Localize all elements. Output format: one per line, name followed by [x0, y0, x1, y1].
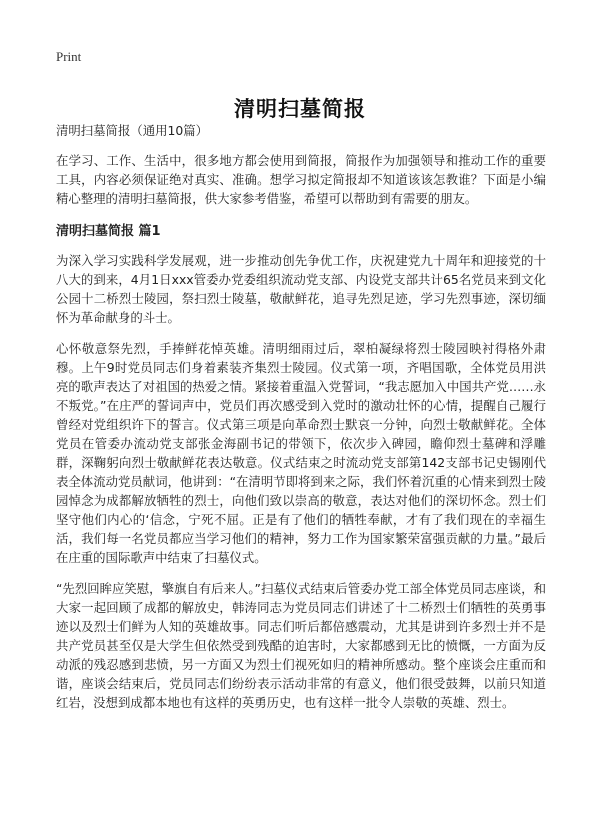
print-link[interactable]: Print — [56, 49, 82, 64]
body-paragraph-3: “先烈回眸应笑慰，擎旗自有后来人。”扫墓仪式结束后管委办党工部全体党员同志座谈，和大家一起回顾了成都的解放史，韩涛同志为党员同志们讲述了十二桥烈士们牺牲的英勇事迹以及烈士们鲜为人知的英雄故事。同志们听后都倍感震动，尤其是讲到许多烈士并不是共产党员甚至仅是大学生但依然受到残酷的迫害时，大家都感到无比的愤慨，一方面为反动派的残忍感到悲愤，另一方面又为烈士们视死如归的精神所感动。整个座谈会庄重而和谐，座谈会结束后，党员同志们纷纷表示活动非常的有意义，他们很受鼓舞，以前只知道红岩，没想到成都本地也有这样的英勇历史，也有这样一批令人崇敬的英雄、烈士。 — [56, 581, 546, 710]
section-heading: 清明扫墓简报 篇1 — [56, 224, 161, 239]
document-body — [56, 121, 546, 724]
document-title: 清明扫墓简报 — [234, 97, 366, 122]
body-paragraph-2: 心怀敬意祭先烈，手捧鲜花悼英雄。清明细雨过后，翠柏凝绿将烈士陵园映衬得格外肃穆。上午9时党员同志们身着素装齐集烈士陵园。仪式第一项，齐唱国歌，全体党员用洪亮的歌声表达了对祖国的热爱之情。紧接着重温入党誓词，“我志愿加入中国共产党……永不叛党。”在庄严的誓词声中，党员们再次感受到入党时的激动壮怀的心情，提醒自己履行曾经对党组织许下的誓言。仪式第三项是向革命烈士默哀一分钟，向烈士敬献鲜花。全体党员在管委办流动党支部张金海副书记的带领下，依次步入碑园，瞻仰烈士墓碑和浮雕群，深鞠躬向烈士敬献鲜花表达敬意。仪式结束之时流动党支部第142支部书记史锡刚代表全体流动党员献词，他讲到：“在清明节即将到来之际，我们怀着沉重的心情来到烈士陵园悼念为成都解放牺牲的烈士，向他们致以崇高的敬意，表达对他们的深切怀念。烈士们坚守他们内心的‘信念，宁死不屈。正是有了他们的牺牲奉献，才有了我们现在的幸福生活，我们每一名党员都应当学习他们的精神，努力工作为国家繁荣富强贡献的力量。”最后在庄重的国际歌声中结束了扫墓仪式。 — [56, 341, 546, 565]
document-subtitle: 清明扫墓简报（通用10篇） — [56, 123, 209, 138]
intro-paragraph: 在学习、工作、生活中，很多地方都会使用到简报，简报作为加强领导和推动工作的重要工具，内容必须保证绝对真实、准确。想学习拟定简报却不知道该该怎教谁？下面是小编精心整理的清明扫墓简报，供大家参考借鉴，希望可以帮助到有需要的朋友。 — [56, 153, 546, 206]
body-paragraph-1: 为深入学习实践科学发展观，进一步推动创先争优工作，庆祝建党九十周年和迎接党的十八大的到来，4月1日xxx管委办党委组织流动党支部、内设党支部共计65名党员来到文化公园十二桥烈士陵园，祭扫烈士陵墓，敬献鲜花，追寻先烈足迹，学习先烈事迹，深切缅怀为革命献身的斗士。 — [56, 253, 546, 325]
